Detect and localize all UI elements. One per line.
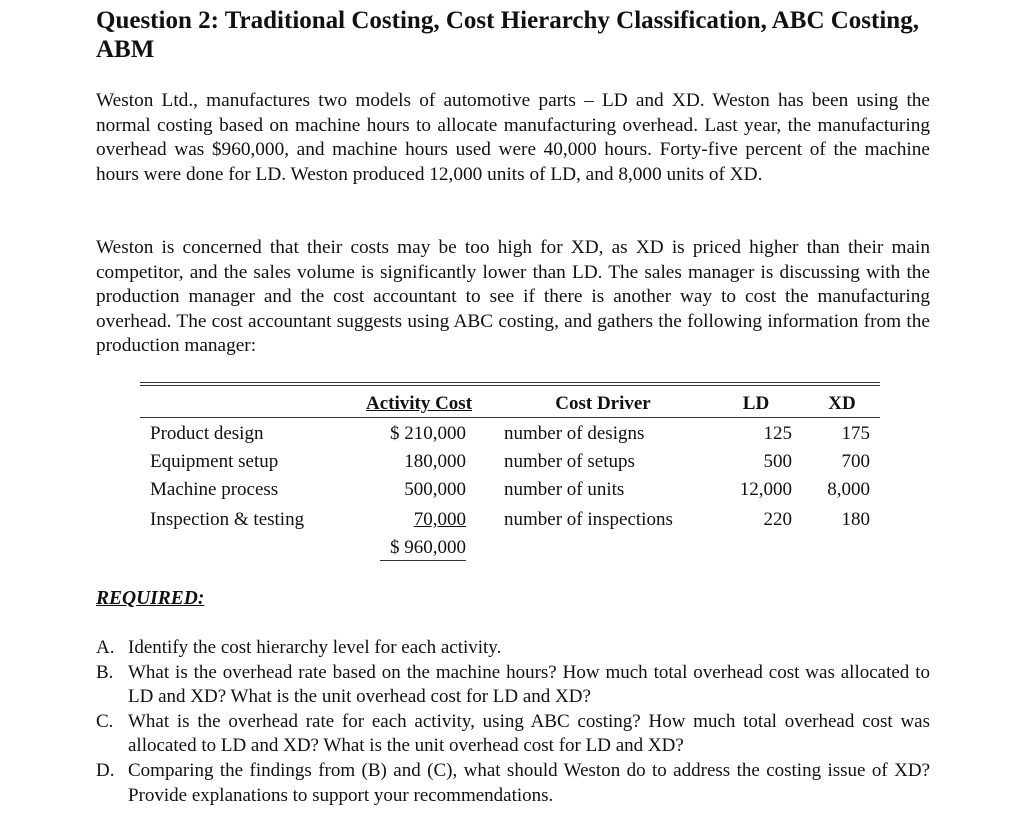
question-list [96, 636, 930, 808]
header-activity-cost: Activity Cost [365, 393, 473, 414]
xd-value: 175 [841, 423, 870, 444]
question-letter: D. [96, 759, 115, 781]
activity-name: Product design [150, 423, 264, 444]
activity-name: Equipment setup [150, 451, 279, 472]
question-letter: A. [96, 637, 115, 658]
required-heading: REQUIRED: [96, 588, 205, 609]
ld-value: 220 [763, 509, 792, 530]
table-header-rule [140, 417, 880, 418]
table-top-rule [140, 382, 880, 383]
list-item [96, 759, 930, 808]
activity-cost: 500,000 [404, 479, 466, 500]
question-text: Comparing the findings from (B) and (C), what should Weston do to address the costing issue of XD? Provide explanations to support your recommendations. [128, 759, 930, 806]
xd-value: 700 [841, 451, 870, 472]
total-activity-cost: $ 960,000 [390, 537, 466, 558]
activity-cost: 70,000 [413, 509, 466, 530]
intro-paragraph: Weston Ltd., manufactures two models of automotive parts – LD and XD. Weston has been using the normal costing based on machine hours to allocate manufacturing overhead. Last year, the manufacturing overhead was $960,000, and machine hours used were 40,000 hours. Forty-five percent of the machine hours were done for LD. Weston produced 12,000 units of LD, and 8,000 units of XD. [96, 90, 930, 185]
cost-driver: number of inspections [504, 509, 673, 530]
xd-value: 8,000 [827, 479, 870, 500]
question-text: Identify the cost hierarchy level for each activity. [128, 637, 502, 658]
cost-driver: number of designs [504, 423, 645, 444]
question-letter: B. [96, 661, 114, 683]
cost-driver: number of setups [504, 451, 635, 472]
ld-value: 125 [763, 423, 792, 444]
question-letter: C. [96, 710, 114, 732]
header-cost-driver: Cost Driver [555, 393, 651, 414]
ld-value: 500 [763, 451, 792, 472]
list-item [96, 636, 930, 661]
context-paragraph: Weston is concerned that their costs may be too high for XD, as XD is priced higher than their main competitor, and the sales volume is significantly lower than LD. The sales manager is discussing with the production manager and the cost accountant to see if there is another way to cost the manufacturing overhead. The cost accountant suggests using ABC costing, and gathers the following information from the production manager: [96, 237, 930, 357]
list-item [96, 661, 930, 710]
activity-name: Inspection & testing [150, 509, 305, 530]
activity-cost: $ 210,000 [390, 423, 466, 444]
activity-name: Machine process [150, 479, 279, 500]
list-item [96, 710, 930, 759]
activity-cost: 180,000 [404, 451, 466, 472]
question-text: What is the overhead rate based on the machine hours? How much total overhead cost was allocated to LD and XD? What is the unit overhead cost for LD and XD? [128, 661, 930, 708]
xd-value: 180 [841, 509, 870, 530]
cost-driver: number of units [504, 479, 625, 500]
ld-value: 12,000 [739, 479, 792, 500]
header-xd: XD [828, 393, 856, 414]
question-text: What is the overhead rate for each activity, using ABC costing? How much total overhead cost was allocated to LD and XD? What is the unit overhead cost for LD and XD? [128, 710, 930, 757]
total-bottom-rule [380, 560, 466, 561]
header-ld: LD [742, 393, 770, 414]
question-title: Question 2: Traditional Costing, Cost Hierarchy Classification, ABC Costing, ABM [96, 7, 919, 63]
table-top-rule-2 [140, 385, 880, 386]
